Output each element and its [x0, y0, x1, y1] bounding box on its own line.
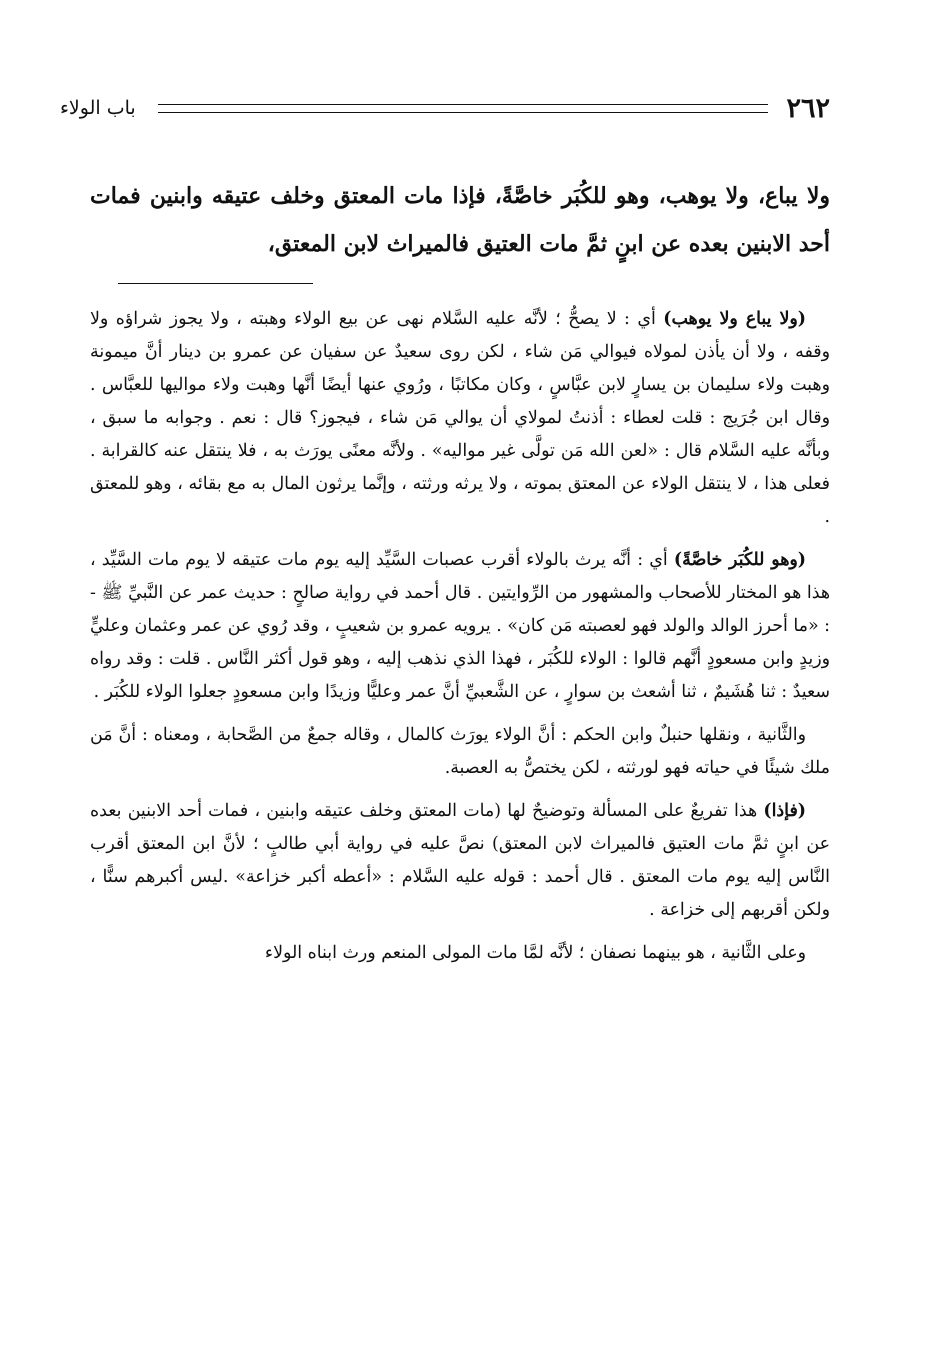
header-double-rule: [158, 104, 769, 113]
chapter-title: باب الولاء: [60, 97, 136, 119]
paragraph-text: هذا تفريعٌ على المسألة وتوضيحٌ لها (مات المعتق وخلف عتيقه وابنين ، فمات أحد الابنين بعده عن ابنٍ ثمَّ مات العتيق فالميراث لابن المعتق) نصَّ عليه في رواية أبي طالبٍ ؛ لأنَّ ابن المعتق أقرب النَّاس إليه يوم مات المعتق . قال أحمد : قوله عليه السَّلام : «أعطه أكبر خزاعة» .ليس أكبرهم سنًّا ، ولكن أقربهم إلى خزاعة .: [90, 801, 830, 920]
quoted-matn: (فإذا): [763, 801, 806, 821]
commentary-paragraph: [90, 303, 830, 534]
footnote-divider: [118, 283, 313, 284]
commentary-paragraph: [90, 719, 830, 785]
matn-text: ولا يباع، ولا يوهب، وهو للكُبَر خاصَّةً، فإذا مات المعتق وخلف عتيقه وابنين فمات أحد الابنين بعده عن ابنٍ ثمَّ مات العتيق فالميراث لابن المعتق،: [90, 183, 830, 257]
paragraph-text: والثَّانية ، ونقلها حنبلٌ وابن الحكم : أنَّ الولاء يورَث كالمال ، وقاله جمعٌ من الصَّحابة ، ومعناه : أنَّ مَن ملك شيئًا في حياته فهو لورثته ، لكن يختصُّ به العصبة.: [90, 725, 830, 778]
commentary: [90, 303, 830, 970]
commentary-paragraph: [90, 795, 830, 927]
paragraph-text: أي : لا يصحُّ ؛ لأنَّه عليه السَّلام نهى عن بيع الولاء وهبته ، ولا يجوز شراؤه ولا وقفه ، ولا أن يأذن لمولاه فيوالي مَن شاء ، لكن روى سعيدٌ عن سفيان عن عمرو بن دينار أنَّ ميمونة وهبت ولاء سليمان بن يسارٍ لابن عبَّاسٍ ، وكان مكاتبًا ، ورُوي عنها أيضًا أنَّها وهبت ولاء مواليها للعبَّاس . وقال ابن جُرَيج : قلت لعطاء : أذنتُ لمولاي أن يوالي مَن شاء ، فيجوز؟ قال : نعم . وجوابه ما سبق ، وبأنَّه عليه السَّلام قال : «لعن الله مَن تولَّى غير مواليه» . ولأنَّه معنًى يورَث به ، فلا ينتقل عنه كالقرابة . فعلى هذا ، لا ينتقل الولاء عن المعتق بموته ، ولا يرثه ورثته ، وإنَّما يرثون المال به مع بقائه ، وهو للمعتق .: [90, 309, 830, 527]
commentary-paragraph: [90, 937, 830, 970]
quoted-matn: (ولا يباع ولا يوهب): [663, 309, 806, 329]
commentary-paragraph: [90, 544, 830, 709]
page-number: ٢٦٢: [786, 92, 830, 124]
quoted-matn: (وهو للكُبَر خاصَّةً): [673, 550, 806, 570]
paragraph-text: أي : أنَّه يرث بالولاء أقرب عصبات السَّيِّد إليه يوم مات عتيقه لا يوم مات السَّيِّد ، هذا هو المختار للأصحاب والمشهور من الرِّوايتين . قال أحمد في رواية صالحٍ : حديث عمر عن النَّبيِّ ﷺ - : «ما أحرز الوالد والولد فهو لعصبته مَن كان» . يرويه عمرو بن شعيبٍ ، وقد رُوي عن عمر وعثمان وعليٍّ وزيدٍ وابن مسعودٍ أنَّهم قالوا : الولاء للكُبَر ، فهذا الذي نذهب إليه ، وهو قول أكثر النَّاس . قلت : وقد رواه سعيدٌ : ثنا هُشَيمٌ ، ثنا أشعث بن سوارٍ ، عن الشَّعبيِّ أنَّ عمر وعليًّا وزيدًا وابن مسعودٍ جعلوا الولاء للكُبَر .: [90, 550, 830, 702]
page-header: [60, 88, 830, 128]
paragraph-text: وعلى الثَّانية ، هو بينهما نصفان ؛ لأنَّه لمَّا مات المولى المنعم ورث ابناه الولاء: [264, 943, 806, 963]
